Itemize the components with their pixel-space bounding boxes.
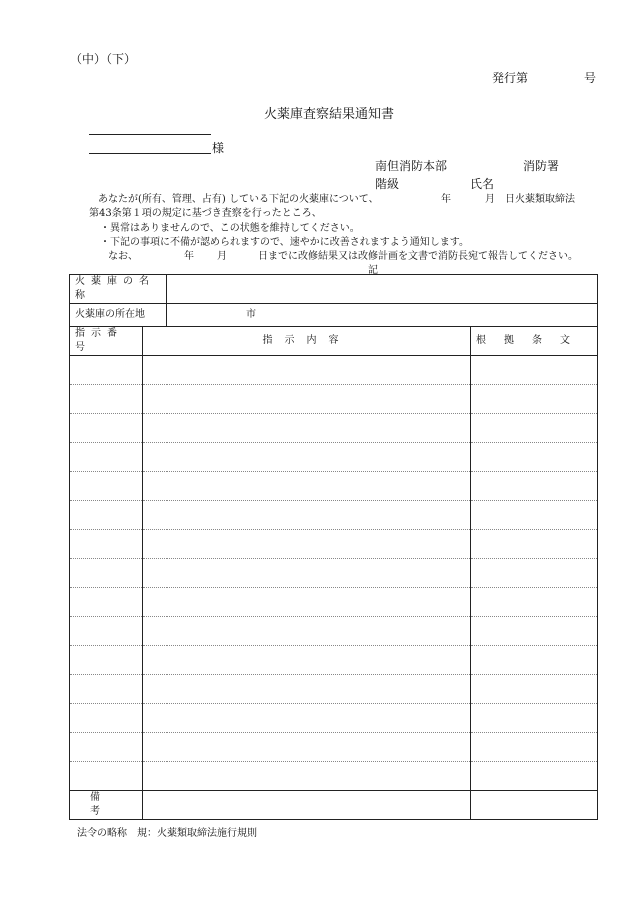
col-header-content: 指示内容 (143, 327, 471, 356)
body-bullet-2: ・下記の事項に不備が認められますので、速やかに改善されますよう通知します。 (100, 237, 469, 248)
body-line-5-year: 年 (184, 251, 194, 262)
inspection-table (69, 274, 598, 820)
remarks-basis[interactable] (471, 791, 598, 820)
table-row (70, 675, 598, 704)
table-row (70, 588, 598, 617)
remarks-value[interactable] (143, 791, 471, 820)
magazine-name-value[interactable] (167, 275, 598, 304)
addressee-line-2 (89, 153, 211, 154)
body-line-1-end: 日火薬類取締法 (505, 194, 575, 205)
table-row (70, 762, 598, 791)
issuer-hq: 南但消防本部 (375, 159, 448, 173)
col-header-basis: 根拠条文 (471, 327, 598, 356)
table-row (70, 501, 598, 530)
table-row (70, 472, 598, 501)
body-line-5-month: 月 (217, 251, 227, 262)
issue-number-suffix: 号 (584, 71, 597, 85)
table-row (70, 617, 598, 646)
body-bullet-1: ・異常はありませんので、この状態を維持してください。 (100, 223, 360, 234)
ki-mark: 記 (368, 265, 378, 276)
addressee-suffix: 様 (212, 141, 225, 155)
table-row (70, 646, 598, 675)
table-row (70, 530, 598, 559)
issuer-station: 消防署 (523, 159, 560, 173)
body-line-2: 第43条第１項の規定に基づき査察を行ったところ、 (89, 208, 322, 219)
table-row (70, 733, 598, 762)
body-line-1: あなたが(所有、管理、占有) している下記の火薬庫について、 (98, 194, 379, 205)
addressee-line-1 (89, 134, 211, 135)
remarks-label: 備考 (70, 791, 143, 820)
body-line-5: なお、 (108, 251, 138, 262)
body-line-5-end: 日までに改修結果又は改修計画を文書で消防長宛て報告してください。 (258, 251, 578, 262)
copy-marks: （中）（下） (70, 52, 137, 66)
table-row (70, 559, 598, 588)
col-header-number: 指示番号 (70, 327, 143, 356)
issuer-rank-label: 階級 (375, 177, 400, 191)
table-row (70, 443, 598, 472)
issuer-name-label: 氏名 (470, 177, 495, 191)
document-title: 火薬庫査察結果通知書 (264, 107, 395, 122)
issue-number-label: 発行第 (492, 71, 529, 85)
table-row (70, 385, 598, 414)
magazine-name-label: 火薬庫の名称 (70, 275, 167, 304)
city-suffix: 市 (246, 309, 256, 320)
footer-abbreviation: 法令の略称 規：火薬類取締法施行規則 (77, 828, 257, 839)
table-row (70, 704, 598, 733)
body-line-1-month: 月 (485, 194, 495, 205)
table-row (70, 414, 598, 443)
body-line-1-year: 年 (441, 194, 451, 205)
magazine-location-label: 火薬庫の所在地 (70, 304, 167, 327)
table-row (70, 356, 598, 385)
magazine-location-value[interactable] (167, 304, 598, 327)
